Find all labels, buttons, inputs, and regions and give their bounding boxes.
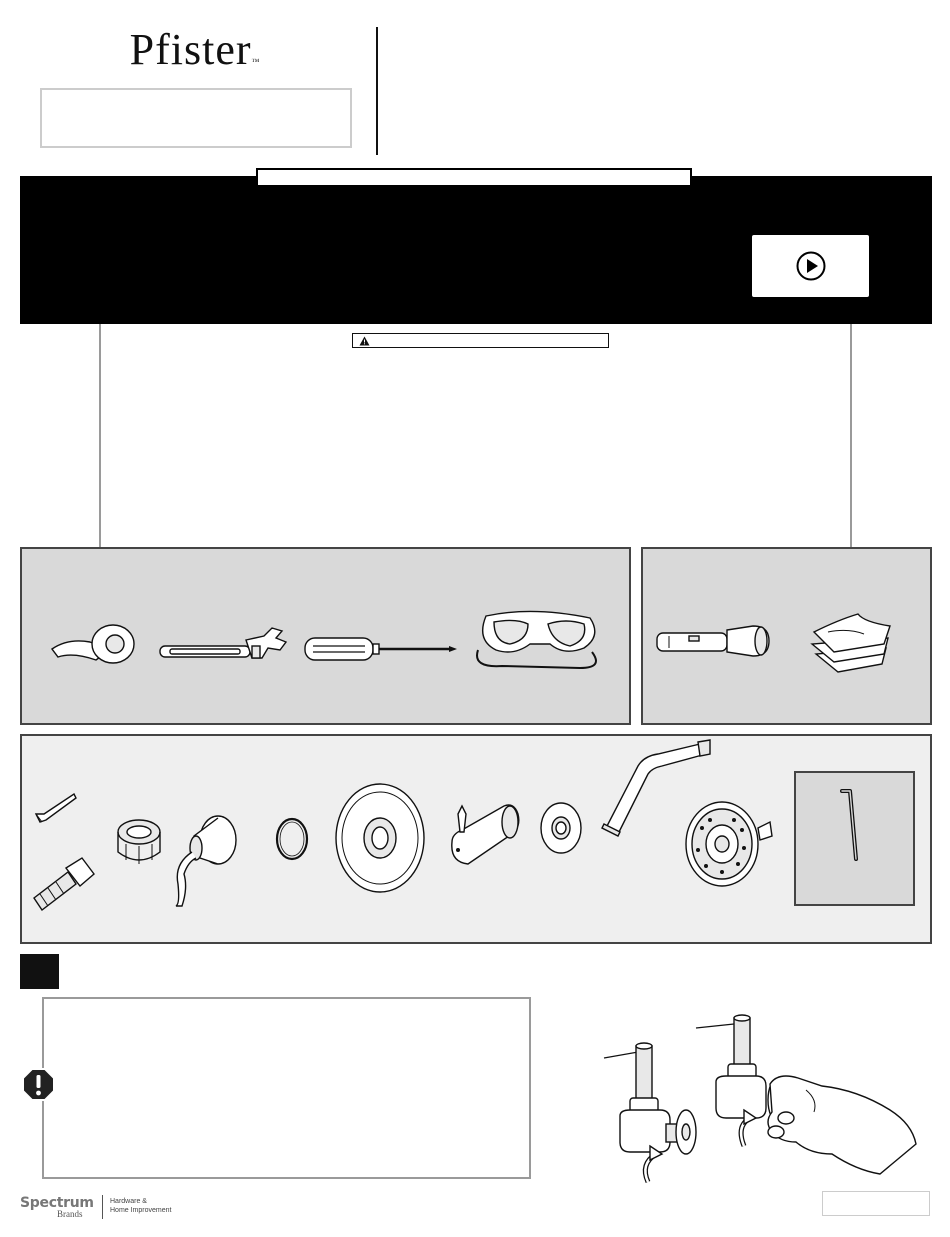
step-instructions-box [42, 997, 531, 1179]
warning-label [352, 333, 609, 348]
shower-head-icon [682, 798, 774, 890]
tagline-line2: Home Improvement [110, 1207, 172, 1214]
tagline-line1: Hardware & [110, 1198, 147, 1205]
header-divider [376, 27, 378, 155]
brand-name: Pfister [129, 25, 252, 74]
hex-key-box [794, 771, 915, 906]
thread-tape-icon [48, 622, 138, 667]
model-number-box [40, 88, 352, 148]
adapter-icon [114, 816, 164, 868]
band-label-box [256, 168, 692, 187]
screw-icon [34, 792, 80, 824]
tub-spout-icon [446, 802, 522, 868]
screwdriver-icon [303, 634, 459, 664]
shower-flange-icon [538, 800, 584, 856]
safety-goggles-icon [472, 610, 604, 672]
rags-icon [804, 612, 894, 678]
warning-bracket-left [99, 324, 101, 548]
adjustable-wrench-icon [158, 628, 288, 666]
warning-bracket-right [850, 324, 852, 548]
caution-exclamation-icon [22, 1068, 55, 1101]
spectrum-brands-logo: Spectrum [20, 1195, 94, 1211]
o-ring-icon [274, 816, 310, 862]
step-number-badge [20, 954, 59, 989]
warning-triangle-icon [359, 336, 370, 346]
document-code-box [822, 1191, 930, 1216]
hex-key-icon [838, 787, 868, 863]
escutcheon-icon [334, 782, 426, 894]
handle-icon [172, 812, 238, 908]
pfister-logo [100, 22, 290, 78]
play-icon [796, 251, 826, 281]
footer-divider [102, 1195, 103, 1219]
trademark-mark: ™ [251, 57, 261, 66]
sleeve-nut-icon [30, 856, 96, 914]
play-video-button[interactable] [752, 235, 869, 297]
spectrum-brands-subtext: Brands [57, 1209, 83, 1219]
footer-tagline [110, 1197, 190, 1215]
shutoff-valve-illustration [600, 1014, 930, 1190]
flashlight-icon [655, 624, 771, 658]
